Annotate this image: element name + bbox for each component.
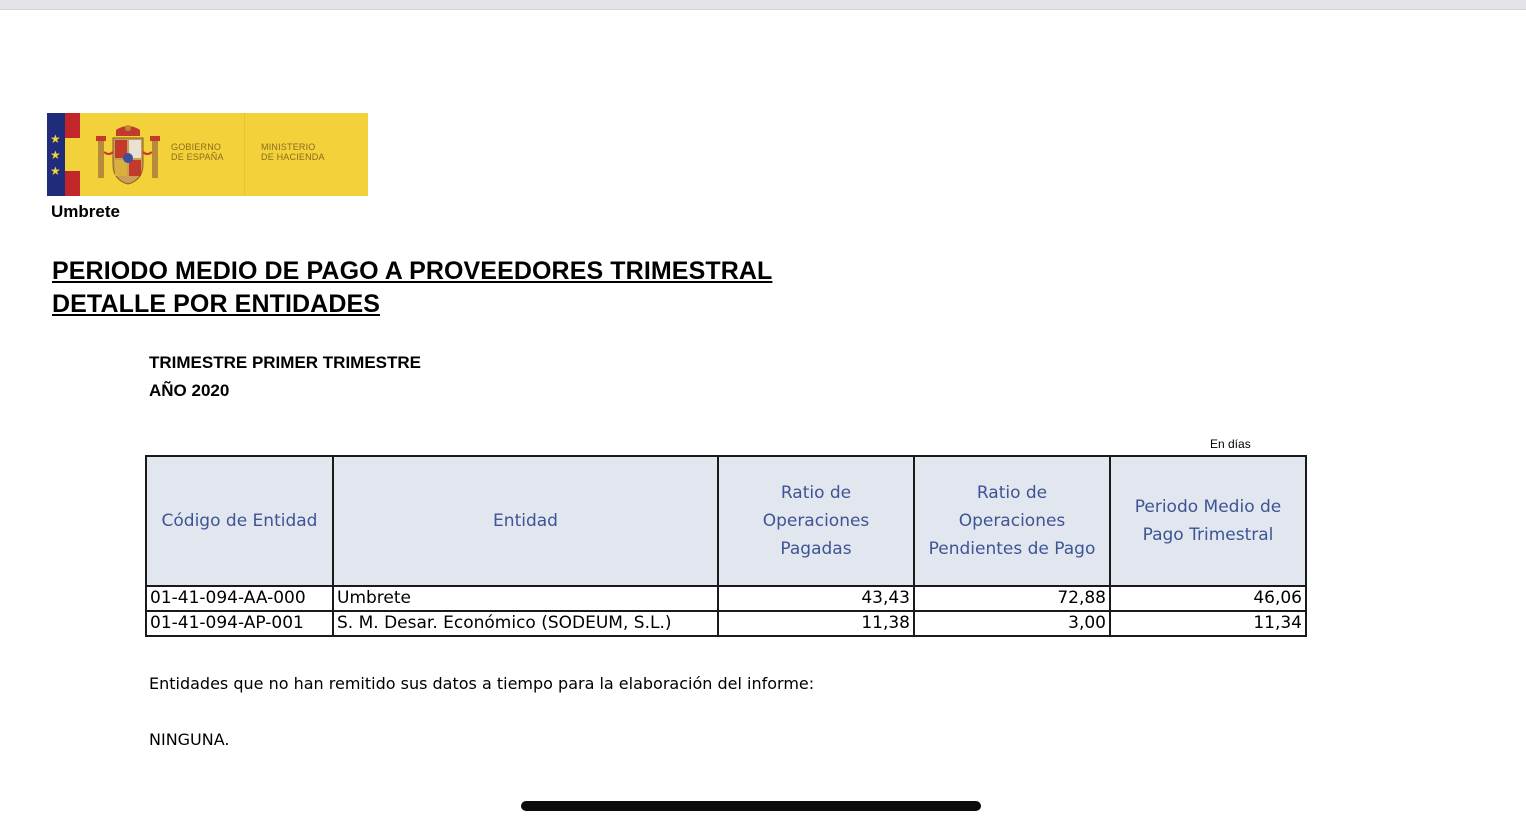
column-header-code: Código de Entidad: [146, 456, 333, 586]
column-header-entity: Entidad: [333, 456, 718, 586]
cell-pmp: 46,06: [1110, 586, 1306, 611]
column-header-pmp: Periodo Medio de Pago Trimestral: [1110, 456, 1306, 586]
column-header-paid-ratio: Ratio de Operaciones Pagadas: [718, 456, 914, 586]
cell-code: 01-41-094-AP-001: [146, 611, 333, 636]
year-label: AÑO 2020: [149, 381, 230, 400]
table-row: [146, 611, 1306, 636]
logo-divider: [244, 113, 245, 196]
logo-text-gobierno: GOBIERNO DE ESPAÑA: [171, 142, 224, 162]
page-title: [52, 255, 772, 321]
star-icon: ★: [50, 164, 61, 178]
star-icon: ★: [50, 148, 61, 162]
cell-code: 01-41-094-AA-000: [146, 586, 333, 611]
logo-text-ministerio: MINISTERIO DE HACIENDA: [261, 142, 325, 162]
home-indicator[interactable]: [521, 801, 981, 811]
late-entities-note: Entidades que no han remitido sus datos a tiempo para la elaboración del informe:: [149, 674, 815, 693]
period-info: [149, 349, 421, 405]
table-header-row: [146, 456, 1306, 586]
cell-paid-ratio: 11,38: [718, 611, 914, 636]
window-top-bar: [0, 0, 1526, 10]
gobierno-espana-logo: [47, 113, 368, 196]
cell-pending-ratio: 72,88: [914, 586, 1110, 611]
entity-name: Umbrete: [51, 202, 120, 221]
cell-pmp: 11,34: [1110, 611, 1306, 636]
column-header-pending-ratio: Ratio de Operaciones Pendientes de Pago: [914, 456, 1110, 586]
pmp-table: [145, 455, 1307, 637]
title-line-1: PERIODO MEDIO DE PAGO A PROVEEDORES TRIMESTRAL: [52, 257, 773, 285]
cell-entity: S. M. Desar. Económico (SODEUM, S.L.): [333, 611, 718, 636]
star-icon: ★: [50, 132, 61, 146]
cell-entity: Umbrete: [333, 586, 718, 611]
units-label: En días: [1210, 437, 1251, 451]
table-row: [146, 586, 1306, 611]
quarter-label: TRIMESTRE PRIMER TRIMESTRE: [149, 353, 422, 372]
cell-pending-ratio: 3,00: [914, 611, 1110, 636]
coat-of-arms-icon: [95, 122, 161, 186]
cell-paid-ratio: 43,43: [718, 586, 914, 611]
title-line-2: DETALLE POR ENTIDADES: [52, 290, 381, 318]
late-entities-none: NINGUNA.: [149, 730, 230, 749]
flag-stripe-red: [65, 113, 80, 196]
